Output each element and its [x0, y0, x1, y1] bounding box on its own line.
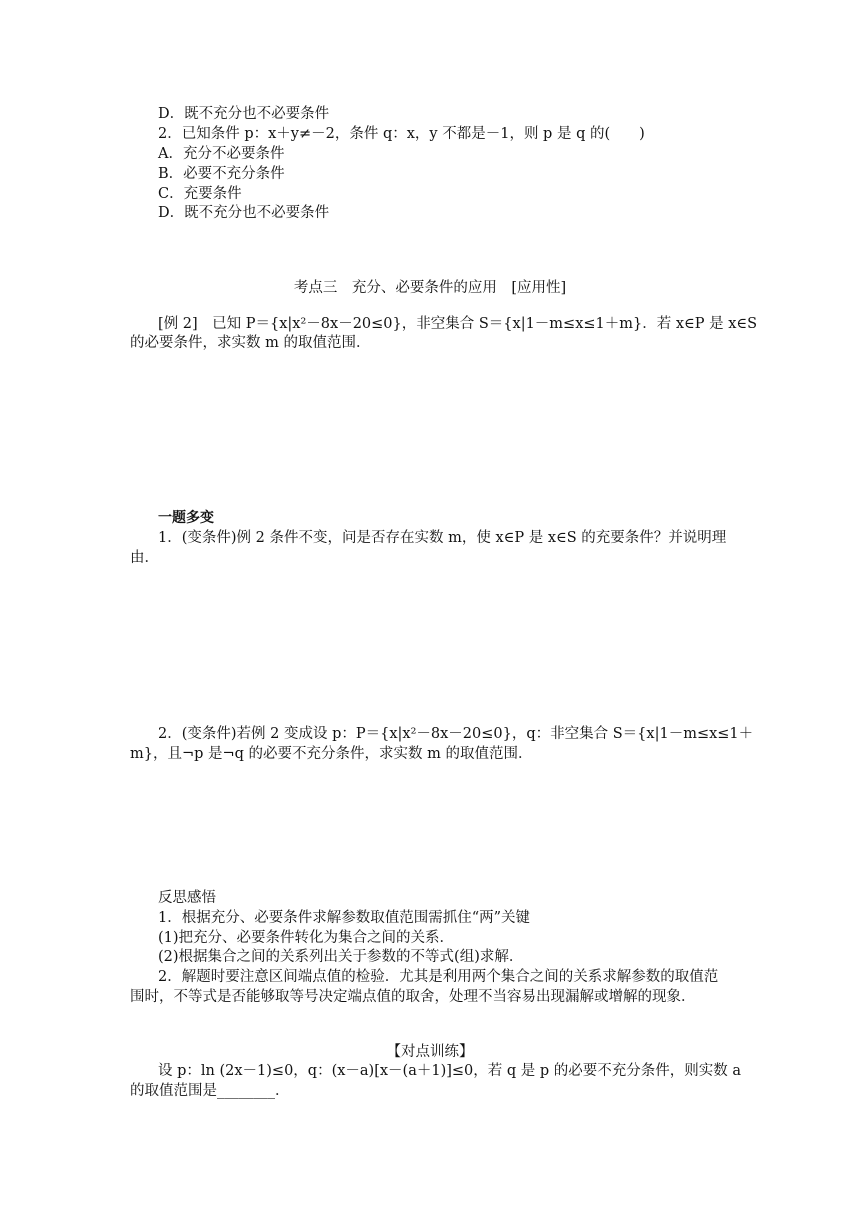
option-c: C．充要条件: [158, 186, 242, 202]
reflection-point-1b: (2)根据集合之间的关系列出关于参数的不等式(组)求解．: [158, 949, 524, 965]
option-b: B．必要不充分条件: [158, 166, 285, 182]
variant-1-line-1: 1．(变条件)例 2 条件不变，问是否存在实数 m，使 x∈P 是 x∈S 的充要条件？并说明理: [158, 530, 727, 546]
variant-2-line-2: m}，且¬p 是¬q 的必要不充分条件，求实数 m 的取值范围．: [130, 746, 533, 762]
question-2: 2．已知条件 p：x＋y≠－2，条件 q：x，y 不都是－1，则 p 是 q 的( ): [158, 126, 645, 142]
reflection-point-2-line-2: 围时，不等式是否能够取等号决定端点值的取舍，处理不当容易出现漏解或增解的现象．: [130, 989, 696, 1005]
training-title: 【对点训练】: [386, 1044, 474, 1060]
training-line-2: 的取值范围是________．: [130, 1083, 290, 1099]
reflection-heading: 反思感悟: [158, 890, 216, 906]
example-2-line-2: 的必要条件，求实数 m 的取值范围．: [130, 335, 371, 351]
option-d: D．既不充分也不必要条件: [158, 205, 330, 221]
variants-heading: 一题多变: [158, 510, 214, 526]
option-a: A．充分不必要条件: [158, 146, 285, 162]
reflection-point-1: 1．根据充分、必要条件求解参数取值范围需抓住“两”关键: [158, 910, 531, 926]
variant-1-line-2: 由．: [130, 550, 159, 566]
variant-2-line-1: 2．(变条件)若例 2 变成设 p：P＝{x|x²－8x－20≤0}，q：非空集合 S＝{x|1－m≤x≤1＋: [158, 726, 754, 742]
example-2-line-1: [例 2] 已知 P＝{x|x²－8x－20≤0}，非空集合 S＝{x|1－m≤x≤1＋m}．若 x∈P 是 x∈S: [158, 316, 758, 332]
reflection-point-2-line-1: 2．解题时要注意区间端点值的检验．尤其是利用两个集合之间的关系求解参数的取值范: [158, 969, 719, 985]
reflection-point-1a: (1)把充分、必要条件转化为集合之间的关系．: [158, 930, 455, 946]
option-d-prev: D．既不充分也不必要条件: [158, 106, 330, 122]
training-line-1: 设 p：ln (2x－1)≤0，q：(x－a)[x－(a＋1)]≤0，若 q 是 p 的必要不充分条件，则实数 a: [158, 1063, 742, 1079]
section-title: 考点三 充分、必要条件的应用 [应用性]: [293, 280, 567, 296]
